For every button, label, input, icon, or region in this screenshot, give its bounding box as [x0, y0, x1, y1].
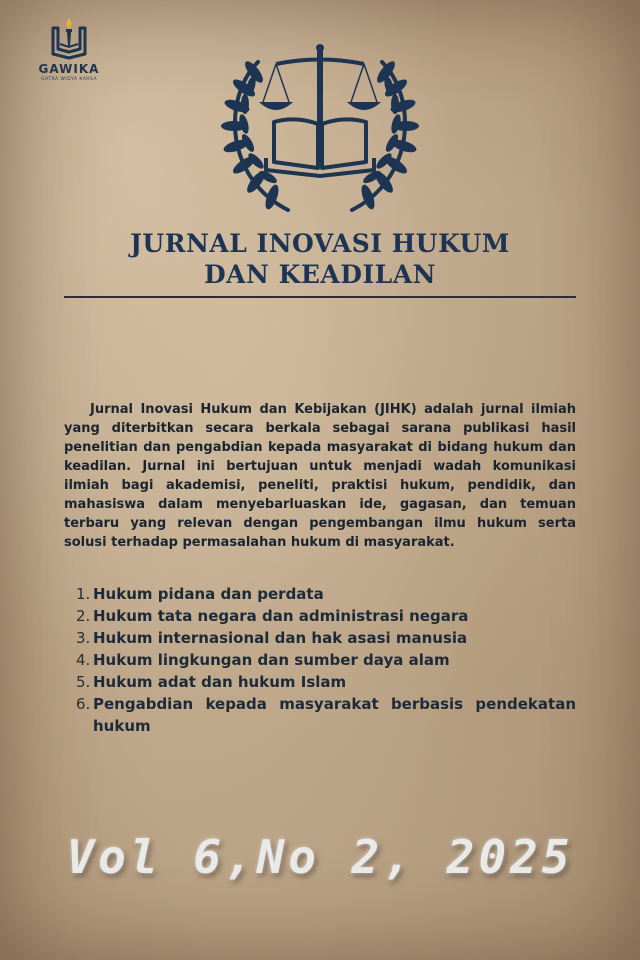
publisher-tagline: GATRA WIDYA KARSA [41, 77, 97, 82]
topic-number: 2. [76, 607, 91, 625]
publisher-logo [34, 16, 104, 82]
topic-text: Hukum tata negara dan administrasi negara [93, 607, 469, 625]
journal-title-line2: DAN KEADILAN [203, 260, 436, 289]
topic-item [76, 605, 576, 627]
topic-item [76, 693, 576, 737]
topic-text: Hukum pidana dan perdata [93, 585, 324, 603]
topic-text: Hukum lingkungan dan sumber daya alam [93, 651, 450, 669]
topics-list [76, 583, 576, 737]
journal-title-line1: JURNAL INOVASI HUKUM [130, 229, 510, 258]
topic-text: Hukum internasional dan hak asasi manusia [93, 629, 468, 647]
topic-number: 6. [76, 695, 91, 713]
topic-number: 3. [76, 629, 91, 647]
topic-item [76, 649, 576, 671]
topic-item [76, 671, 576, 693]
topic-number: 4. [76, 651, 91, 669]
topic-item [76, 627, 576, 649]
scales-book-laurel-icon [218, 42, 422, 218]
torch-book-icon [49, 16, 89, 60]
topic-number: 5. [76, 673, 91, 691]
journal-description: Jurnal Inovasi Hukum dan Kebijakan (JIHK) adalah jurnal ilmiah yang diterbitkan secara berkala sebagai sarana publikasi hasil penelitian dan pengabdian kepada masyarakat di bidang hukum dan keadilan. Jurnal ini bertujuan untuk menjadi wadah komunikasi ilmiah bagi akademisi, peneliti, praktisi hukum, pendidik, dan mahasiswa dalam menyebarluaskan ide, gagasan, dan temuan terbaru yang relevan dengan pengembangan ilmu hukum serta solusi terhadap permasalahan hukum di masyarakat. [64, 402, 576, 550]
topic-item [76, 583, 576, 605]
topic-number: 1. [76, 585, 91, 603]
journal-title [60, 228, 580, 290]
topic-text: Hukum adat dan hukum Islam [93, 673, 347, 691]
volume-issue-label: Vol 6,No 2, 2025 [66, 830, 574, 884]
publisher-name: GAWIKA [38, 62, 100, 76]
topic-text: Pengabdian kepada masyarakat berbasis pendekatan hukum [93, 695, 576, 735]
title-divider [64, 296, 576, 298]
